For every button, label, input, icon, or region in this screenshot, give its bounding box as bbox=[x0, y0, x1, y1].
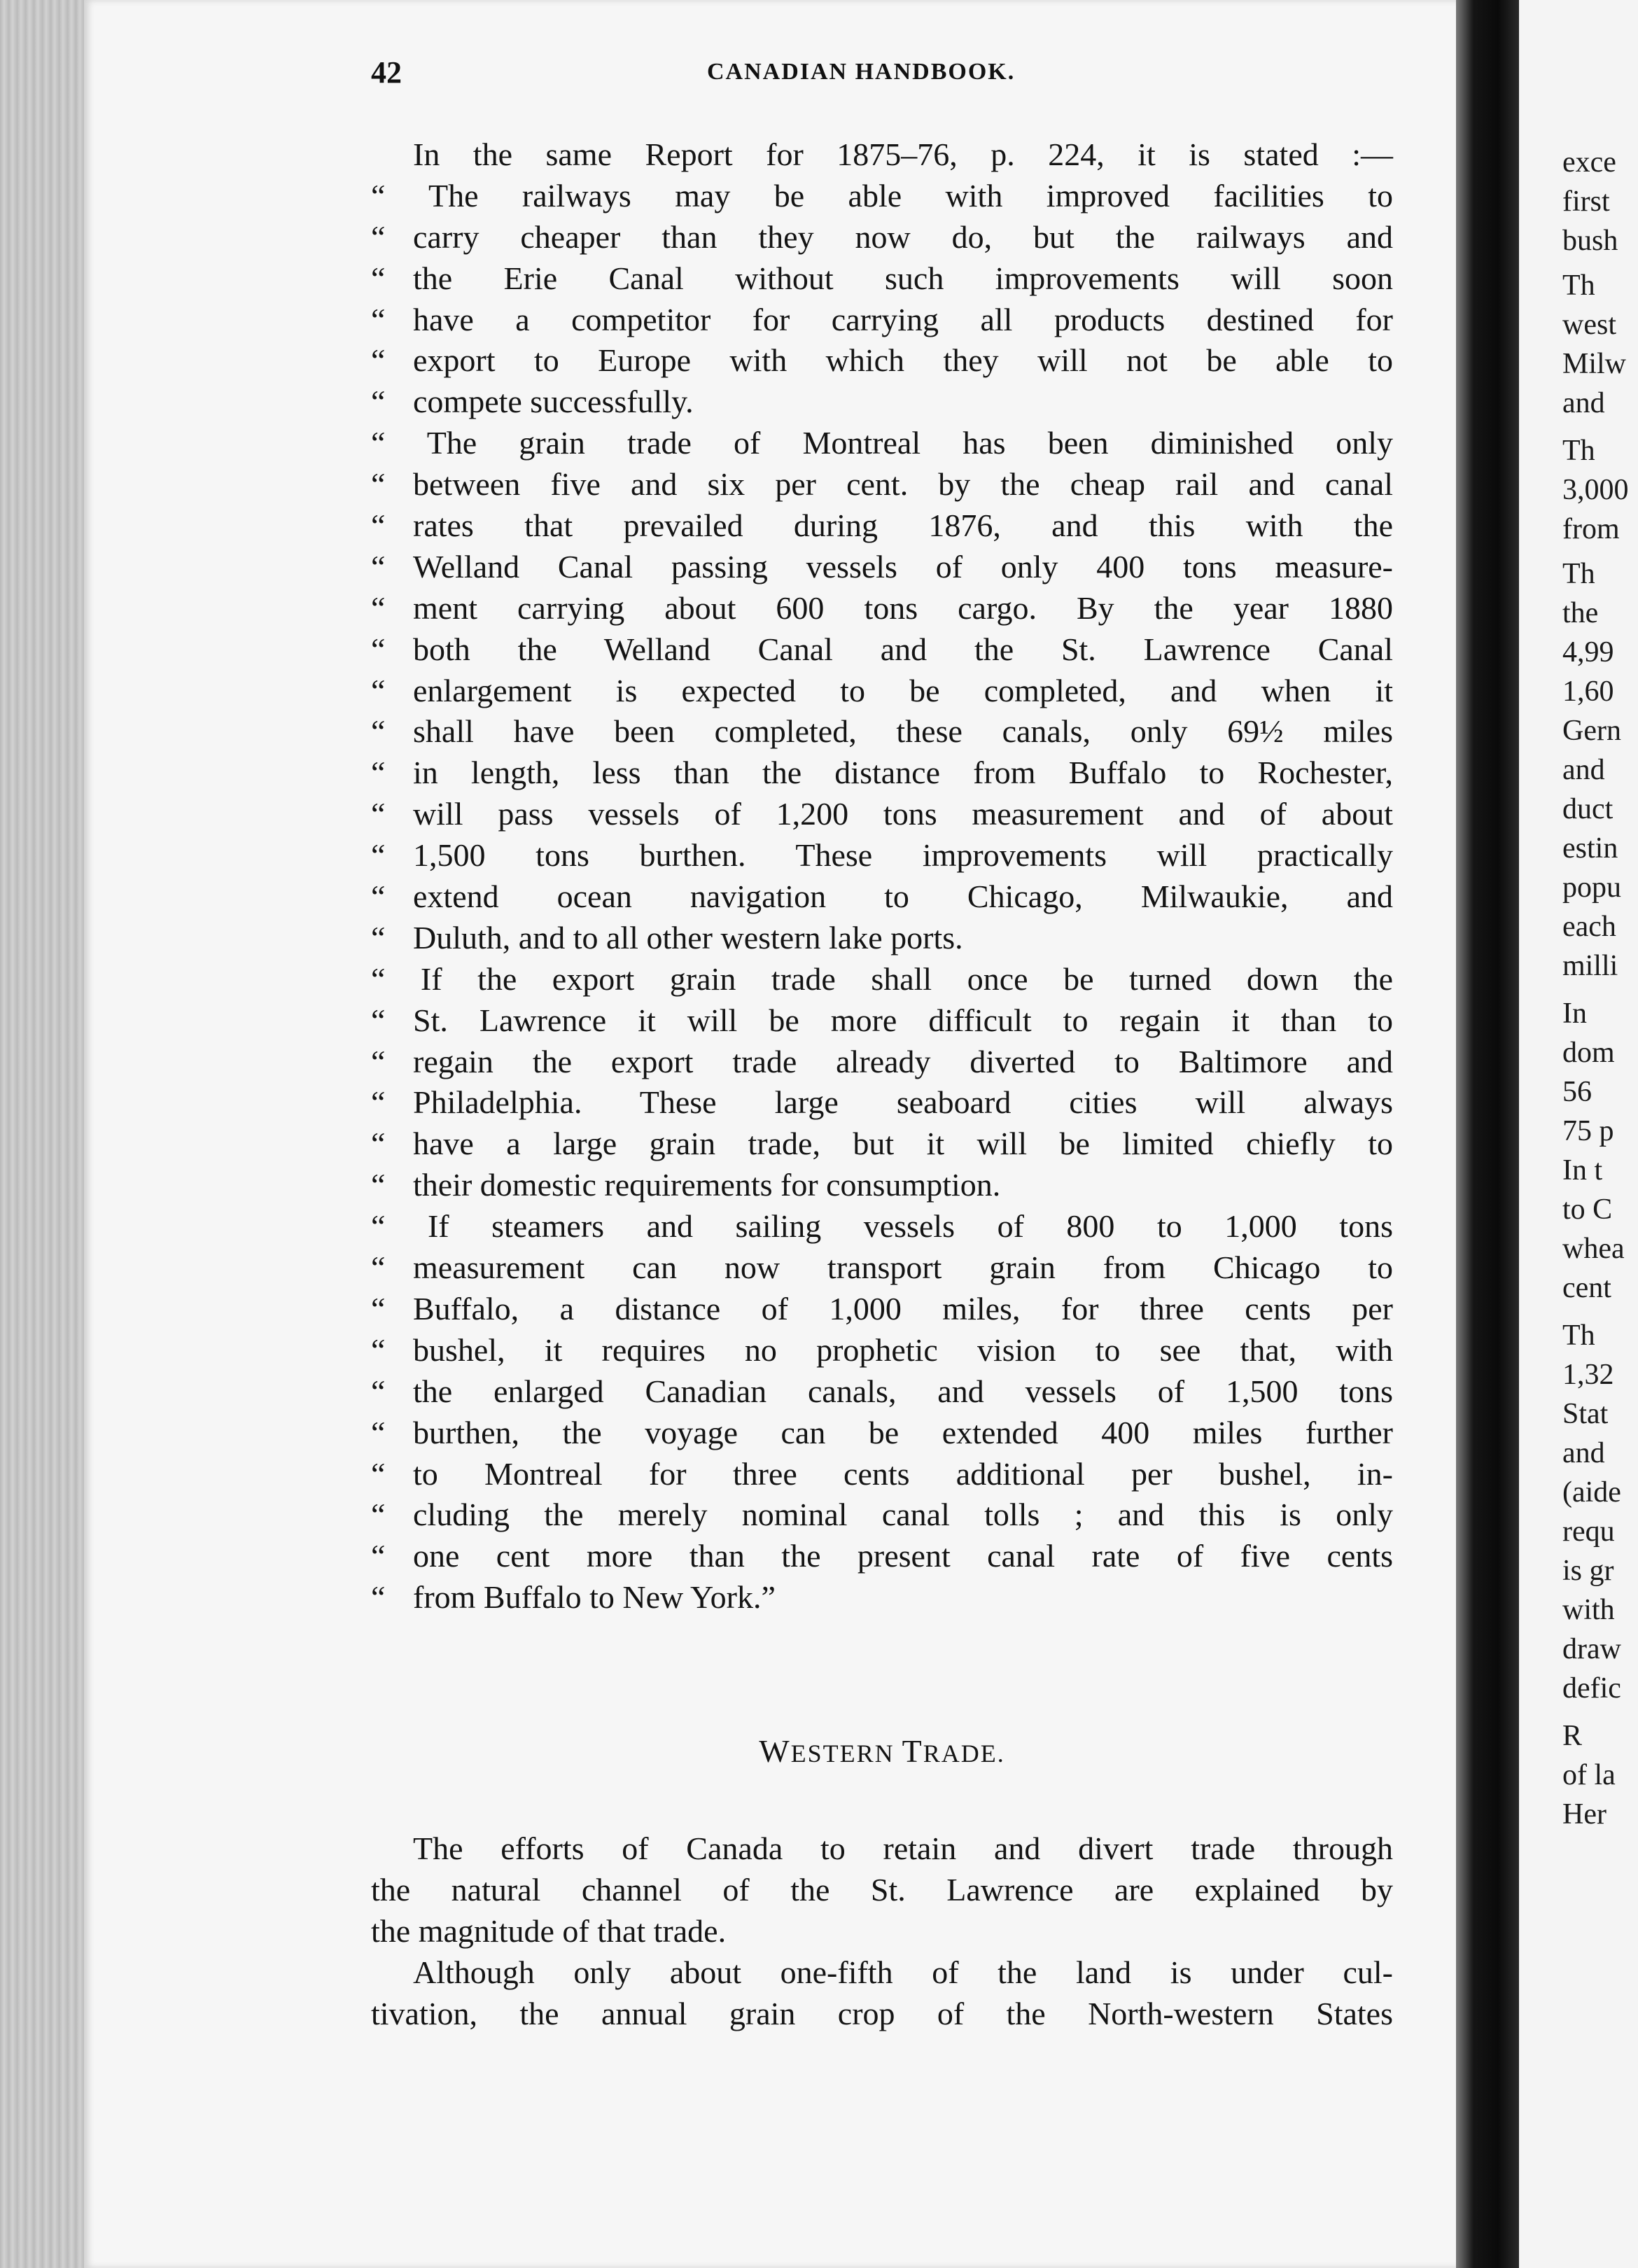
quote-line bbox=[371, 1247, 1393, 1289]
quote-line bbox=[371, 1042, 1393, 1083]
quote-line bbox=[371, 876, 1393, 918]
quote-line bbox=[371, 1000, 1393, 1042]
quote-line bbox=[371, 1371, 1393, 1413]
quote-line-text: ment carrying about 600 tons cargo. By the year 1880 bbox=[413, 589, 1393, 626]
quote-line-text: measurement can now transport grain from Chicago to bbox=[413, 1250, 1393, 1286]
book-gutter bbox=[1456, 0, 1519, 2268]
facing-page-fragment: 75 p bbox=[1562, 1115, 1614, 1147]
quote-mark: “ bbox=[371, 1167, 386, 1203]
body-line: tivation, the annual grain crop of the North-western States bbox=[371, 1995, 1393, 2031]
quote-mark: “ bbox=[371, 1084, 386, 1121]
body-line: the natural channel of the St. Lawrence are explained by bbox=[371, 1871, 1393, 1907]
quote-line bbox=[371, 258, 1393, 300]
quote-mark: “ bbox=[371, 672, 386, 708]
facing-page-fragment: first bbox=[1562, 186, 1610, 218]
facing-page-fragment: (aide bbox=[1562, 1476, 1621, 1508]
quote-line-text: extend ocean navigation to Chicago, Milwaukie, and bbox=[413, 878, 1393, 915]
quote-line: “ If steamers and sailing vessels of 800 to 1,000 tons bbox=[371, 1208, 1393, 1245]
quote-mark: “ bbox=[371, 631, 386, 667]
quotation-block bbox=[371, 176, 1393, 1618]
facing-page-edge bbox=[1519, 0, 1638, 2268]
facing-page-fragment: of la bbox=[1562, 1759, 1616, 1791]
quote-line bbox=[371, 464, 1393, 505]
quote-mark: “ bbox=[371, 218, 386, 255]
facing-page-fragment: draw bbox=[1562, 1633, 1621, 1665]
quote-line-text: Duluth, and to all other western lake ports. bbox=[413, 919, 963, 955]
quote-mark: “ bbox=[371, 1538, 386, 1574]
facing-page-fragment: estin bbox=[1562, 832, 1618, 864]
facing-page-fragment: bush bbox=[1562, 225, 1618, 257]
quote-mark: “ bbox=[371, 878, 386, 915]
quote-line bbox=[371, 629, 1393, 671]
quote-mark: “ bbox=[371, 755, 386, 791]
facing-page-fragment: In t bbox=[1562, 1154, 1603, 1186]
facing-page-fragment: with bbox=[1562, 1594, 1615, 1626]
facing-page-fragment: defic bbox=[1562, 1672, 1621, 1704]
quote-mark: “ bbox=[371, 837, 386, 874]
facing-page-fragment: 1,60 bbox=[1562, 676, 1614, 708]
quote-mark: “ bbox=[371, 1250, 386, 1286]
facing-page-fragment: and bbox=[1562, 1437, 1605, 1469]
quote-line bbox=[371, 1289, 1393, 1330]
quote-mark: “ bbox=[371, 548, 386, 584]
quote-mark: “ bbox=[371, 260, 386, 296]
quote-line-text: Philadelphia. These large seaboard cities will always bbox=[413, 1084, 1393, 1121]
quote-line-text: St. Lawrence it will be more difficult to regain it than to bbox=[413, 1002, 1393, 1038]
section-title: WESTERN TRADE. bbox=[759, 1733, 1005, 1770]
facing-page-fragment: dom bbox=[1562, 1037, 1615, 1069]
facing-page-fragment: Th bbox=[1562, 435, 1595, 467]
quote-line-text: in length, less than the distance from Buffalo to Rochester, bbox=[413, 755, 1393, 791]
facing-page-fragment: duct bbox=[1562, 793, 1614, 825]
quote-line bbox=[371, 217, 1393, 258]
quote-mark: “ bbox=[371, 1497, 386, 1533]
quote-mark: “ bbox=[371, 1002, 386, 1038]
facing-page-fragment: Gern bbox=[1562, 715, 1621, 747]
quote-line bbox=[371, 505, 1393, 547]
quote-line-text: both the Welland Canal and the St. Lawrence Canal bbox=[413, 631, 1393, 667]
facing-page-fragment: 56 bbox=[1562, 1076, 1592, 1108]
quote-line bbox=[371, 1413, 1393, 1454]
facing-page-fragment: Her bbox=[1562, 1798, 1606, 1830]
quote-line-text: will pass vessels of 1,200 tons measurement and of about bbox=[413, 796, 1393, 832]
quote-line bbox=[371, 711, 1393, 752]
quote-mark: “ bbox=[371, 301, 386, 337]
body-line: the magnitude of that trade. bbox=[371, 1912, 727, 1949]
quote-mark: “ bbox=[371, 589, 386, 626]
quote-mark: “ bbox=[371, 713, 386, 750]
facing-page-fragment: milli bbox=[1562, 950, 1618, 982]
quote-line bbox=[371, 1165, 1393, 1206]
page-edges bbox=[0, 0, 84, 2268]
body-line: Although only about one-fifth of the land is under cul- bbox=[413, 1954, 1393, 1990]
quote-line-text: Buffalo, a distance of 1,000 miles, for three cents per bbox=[413, 1290, 1393, 1326]
quote-line bbox=[371, 547, 1393, 588]
facing-page-fragment: exce bbox=[1562, 146, 1616, 178]
page-number: 42 bbox=[371, 55, 402, 90]
quote-line-text: the enlarged Canadian canals, and vessels of 1,500 tons bbox=[413, 1373, 1393, 1409]
quote-line: “ The grain trade of Montreal has been diminished only bbox=[371, 425, 1393, 461]
facing-page-fragment: 3,000 bbox=[1562, 474, 1629, 506]
quote-line-text: carry cheaper than they now do, but the railways and bbox=[413, 218, 1393, 255]
quote-line bbox=[371, 1577, 1393, 1618]
quote-line bbox=[371, 300, 1393, 341]
quote-mark: “ bbox=[371, 1373, 386, 1409]
facing-page-fragment: R bbox=[1562, 1720, 1583, 1752]
quote-line-text: cluding the merely nominal canal tolls ; and this is only bbox=[413, 1497, 1393, 1533]
quote-line bbox=[371, 588, 1393, 629]
quote-line-text: rates that prevailed during 1876, and this with the bbox=[413, 507, 1393, 544]
quote-mark: “ bbox=[371, 1579, 386, 1616]
quote-line-text: to Montreal for three cents additional per bushel, in- bbox=[413, 1455, 1393, 1492]
quote-line-text: 1,500 tons burthen. These improvements will practically bbox=[413, 837, 1393, 874]
quote-line bbox=[371, 1454, 1393, 1495]
facing-page-fragment: the bbox=[1562, 597, 1599, 629]
quote-line bbox=[371, 1494, 1393, 1536]
facing-page-fragment: and bbox=[1562, 387, 1605, 419]
facing-page-fragment: west bbox=[1562, 309, 1616, 341]
quote-mark: “ bbox=[371, 1290, 386, 1326]
quote-line: “ If the export grain trade shall once be turned down the bbox=[371, 960, 1393, 997]
quote-mark: “ bbox=[371, 919, 386, 955]
quote-line-text: enlargement is expected to be completed, and when it bbox=[413, 672, 1393, 708]
quote-line-text: have a competitor for carrying all products destined for bbox=[413, 301, 1393, 337]
page-body bbox=[371, 134, 1393, 2035]
quote-line bbox=[371, 794, 1393, 835]
quote-line bbox=[371, 1082, 1393, 1124]
quote-line-text: bushel, it requires no prophetic vision to see that, with bbox=[413, 1331, 1393, 1368]
quote-line bbox=[371, 671, 1393, 712]
facing-page-fragment: cent bbox=[1562, 1272, 1611, 1304]
facing-page-fragment: each bbox=[1562, 911, 1616, 943]
quote-line bbox=[371, 382, 1393, 423]
quote-line bbox=[371, 835, 1393, 876]
quote-line-text: have a large grain trade, but it will be limited chiefly to bbox=[413, 1126, 1393, 1162]
facing-page-fragment: Th bbox=[1562, 270, 1595, 302]
quote-line-text: shall have been completed, these canals, only 69½ miles bbox=[413, 713, 1393, 750]
facing-page-fragment: requ bbox=[1562, 1516, 1615, 1548]
quote-line bbox=[371, 1536, 1393, 1577]
facing-page-fragment: popu bbox=[1562, 872, 1621, 904]
facing-page-fragment: and bbox=[1562, 754, 1605, 786]
body-line: The efforts of Canada to retain and divert trade through bbox=[413, 1830, 1393, 1867]
quote-line-text: from Buffalo to New York.” bbox=[413, 1579, 776, 1616]
facing-page-fragment: Milw bbox=[1562, 348, 1627, 380]
quote-mark: “ bbox=[371, 342, 386, 379]
facing-page-fragment: whea bbox=[1562, 1233, 1625, 1265]
facing-page-fragment: 1,32 bbox=[1562, 1359, 1614, 1391]
quote-line-text: one cent more than the present canal rate of five cents bbox=[413, 1538, 1393, 1574]
quote-line: “ The railways may be able with improved facilities to bbox=[371, 177, 1393, 214]
report-intro: In the same Report for 1875–76, p. 224, it is stated :— bbox=[413, 136, 1393, 172]
quote-line bbox=[371, 340, 1393, 382]
facing-page-fragment: is gr bbox=[1562, 1555, 1614, 1587]
quote-line-text: burthen, the voyage can be extended 400 miles further bbox=[413, 1414, 1393, 1450]
facing-page-fragment: Th bbox=[1562, 558, 1595, 590]
running-head: CANADIAN HANDBOOK. bbox=[707, 59, 1016, 85]
quote-line-text: compete successfully. bbox=[413, 384, 694, 420]
facing-page-fragment: Th bbox=[1562, 1320, 1595, 1352]
quote-mark: “ bbox=[371, 507, 386, 544]
quote-line bbox=[371, 1330, 1393, 1371]
quote-line bbox=[371, 752, 1393, 794]
quote-mark: “ bbox=[371, 1331, 386, 1368]
quote-mark: “ bbox=[371, 1043, 386, 1079]
quote-line-text: export to Europe with which they will not be able to bbox=[413, 342, 1393, 379]
facing-page-fragment: to C bbox=[1562, 1194, 1613, 1226]
quote-line bbox=[371, 1124, 1393, 1165]
facing-page-fragment: In bbox=[1562, 997, 1587, 1030]
quote-line-text: regain the export trade already diverted to Baltimore and bbox=[413, 1043, 1393, 1079]
quote-mark: “ bbox=[371, 1455, 386, 1492]
quote-mark: “ bbox=[371, 1126, 386, 1162]
facing-page-fragment: from bbox=[1562, 513, 1620, 545]
facing-page-fragment: Stat bbox=[1562, 1398, 1609, 1430]
quote-line-text: Welland Canal passing vessels of only 400 tons measure- bbox=[413, 548, 1393, 584]
quote-line-text: the Erie Canal without such improvements will soon bbox=[413, 260, 1393, 296]
quote-mark: “ bbox=[371, 466, 386, 503]
quote-mark: “ bbox=[371, 796, 386, 832]
quote-mark: “ bbox=[371, 1414, 386, 1450]
facing-page-fragment: 4,99 bbox=[1562, 636, 1614, 668]
quote-line bbox=[371, 918, 1393, 959]
quote-line-text: their domestic requirements for consumption. bbox=[413, 1167, 1001, 1203]
quote-line-text: between five and six per cent. by the cheap rail and canal bbox=[413, 466, 1393, 503]
body-text bbox=[371, 1828, 1393, 2034]
quote-mark: “ bbox=[371, 384, 386, 420]
